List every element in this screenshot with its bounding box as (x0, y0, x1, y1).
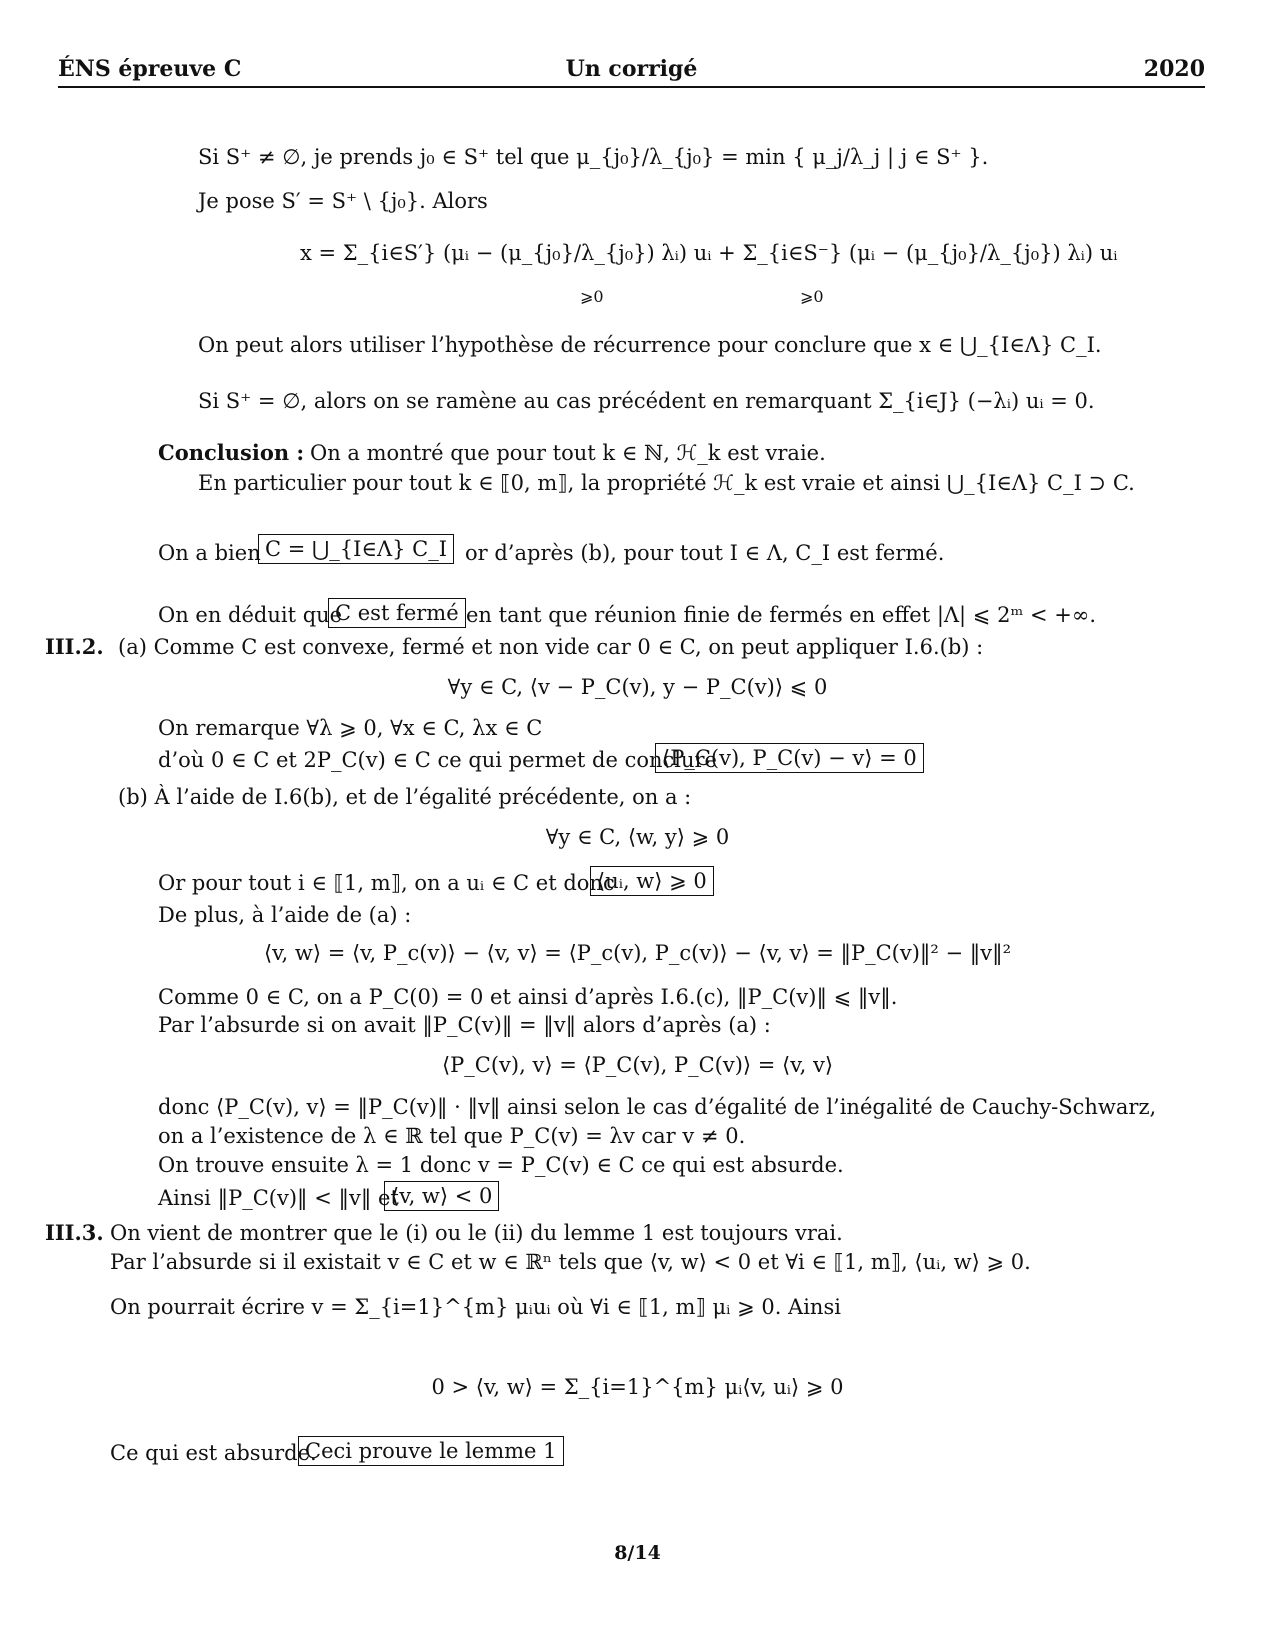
text-line: On pourrait écrire v = Σ_{i=1}^{m} μᵢuᵢ où ∀i ∈ ⟦1, m⟧ μᵢ ⩾ 0. Ainsi (110, 1295, 841, 1319)
section-number: III.2. (45, 634, 104, 659)
text-line: On remarque ∀λ ⩾ 0, ∀x ∈ C, λx ∈ C (158, 716, 543, 740)
equation: ⟨P_C(v), v⟩ = ⟨P_C(v), P_C(v)⟩ = ⟨v, v⟩ (441, 1053, 834, 1077)
text-line: (b) À l’aide de I.6(b), et de l’égalité précédente, on a : (118, 785, 692, 809)
text-line: Ce qui est absurde. (110, 1441, 317, 1465)
text-line: donc ⟨P_C(v), v⟩ = ‖P_C(v)‖ · ‖v‖ ainsi selon le cas d’égalité de l’inégalité de Cauchy-Schwarz, (158, 1095, 1157, 1119)
boxed-result: C = ⋃_{I∈Λ} C_I (258, 534, 454, 564)
equation: 0 > ⟨v, w⟩ = Σ_{i=1}^{m} μᵢ⟨v, uᵢ⟩ ⩾ 0 (431, 1375, 844, 1399)
underbrace-label: ⩾0 (800, 287, 824, 306)
boxed-result: ⟨P_C(v), P_C(v) − v⟩ = 0 (655, 743, 924, 773)
boxed-result: ⟨v, w⟩ < 0 (384, 1181, 499, 1211)
text-line: Si S⁺ ≠ ∅, je prends j₀ ∈ S⁺ tel que μ_{j₀}/λ_{j₀} = min { μ_j/λ_j | j ∈ S⁺ }. (198, 145, 989, 169)
text-line: On trouve ensuite λ = 1 donc v = P_C(v) ∈ C ce qui est absurde. (158, 1153, 844, 1177)
text-line: Or pour tout i ∈ ⟦1, m⟧, on a uᵢ ∈ C et donc (158, 871, 615, 895)
header-center: Un corrigé (565, 56, 698, 82)
text-line: On vient de montrer que le (i) ou le (ii) du lemme 1 est toujours vrai. (110, 1221, 843, 1245)
text-line: Je pose S′ = S⁺ \ {j₀}. Alors (198, 189, 488, 213)
text-line: Ainsi ‖P_C(v)‖ < ‖v‖ et (158, 1186, 399, 1210)
equation: ⟨v, w⟩ = ⟨v, P_c(v)⟩ − ⟨v, v⟩ = ⟨P_c(v), P_c(v)⟩ − ⟨v, v⟩ = ‖P_C(v)‖² − ‖v‖² (263, 941, 1012, 965)
boxed-result: C est fermé (328, 598, 466, 628)
equation: ∀y ∈ C, ⟨w, y⟩ ⩾ 0 (545, 825, 730, 849)
boxed-result: ⟨uᵢ, w⟩ ⩾ 0 (590, 866, 714, 896)
text-line: On a bien (158, 541, 261, 565)
header-left: ÉNS épreuve C (58, 56, 242, 82)
text-line: On peut alors utiliser l’hypothèse de récurrence pour conclure que x ∈ ⋃_{I∈Λ} C_I. (198, 333, 1102, 357)
text-line: On en déduit que (158, 603, 343, 627)
text-line: De plus, à l’aide de (a) : (158, 903, 412, 927)
underbrace-label: ⩾0 (580, 287, 604, 306)
text-line: (a) Comme C est convexe, fermé et non vide car 0 ∈ C, on peut appliquer I.6.(b) : (118, 635, 984, 659)
text-line: En particulier pour tout k ∈ ⟦0, m⟧, la propriété ℋ_k est vraie et ainsi ⋃_{I∈Λ} C_I ⊃ C. (198, 471, 1135, 495)
section-number: III.3. (45, 1220, 104, 1245)
text-line: en tant que réunion finie de fermés en effet |Λ| ⩽ 2ᵐ < +∞. (466, 603, 1097, 627)
page-number: 8/14 (614, 1542, 661, 1564)
text-line: Comme 0 ∈ C, on a P_C(0) = 0 et ainsi d’après I.6.(c), ‖P_C(v)‖ ⩽ ‖v‖. (158, 985, 898, 1009)
text-line: Par l’absurde si il existait v ∈ C et w ∈ ℝⁿ tels que ⟨v, w⟩ < 0 et ∀i ∈ ⟦1, m⟧, ⟨uᵢ, w⟩ ⩾ 0. (110, 1250, 1031, 1274)
text-line: On a montré que pour tout k ∈ ℕ, ℋ_k est vraie. (310, 441, 826, 465)
page-header (58, 52, 1205, 88)
text-line: Par l’absurde si on avait ‖P_C(v)‖ = ‖v‖ alors d’après (a) : (158, 1013, 771, 1037)
text-line: Si S⁺ = ∅, alors on se ramène au cas précédent en remarquant Σ_{i∈J} (−λᵢ) uᵢ = 0. (198, 389, 1095, 413)
conclusion-label: Conclusion : (158, 440, 305, 465)
text-line: or d’après (b), pour tout I ∈ Λ, C_I est fermé. (465, 541, 945, 565)
equation: x = Σ_{i∈S′} (μᵢ − (μ_{j₀}/λ_{j₀}) λᵢ) uᵢ + Σ_{i∈S⁻} (μᵢ − (μ_{j₀}/λ_{j₀}) λᵢ) uᵢ (300, 241, 1118, 265)
text-line: d’où 0 ∈ C et 2P_C(v) ∈ C ce qui permet de conclure (158, 748, 717, 772)
equation: ∀y ∈ C, ⟨v − P_C(v), y − P_C(v)⟩ ⩽ 0 (447, 675, 828, 699)
boxed-result: Ceci prouve le lemme 1 (298, 1436, 564, 1466)
text-line: on a l’existence de λ ∈ ℝ tel que P_C(v) = λv car v ≠ 0. (158, 1124, 746, 1148)
header-right: 2020 (1143, 56, 1205, 82)
